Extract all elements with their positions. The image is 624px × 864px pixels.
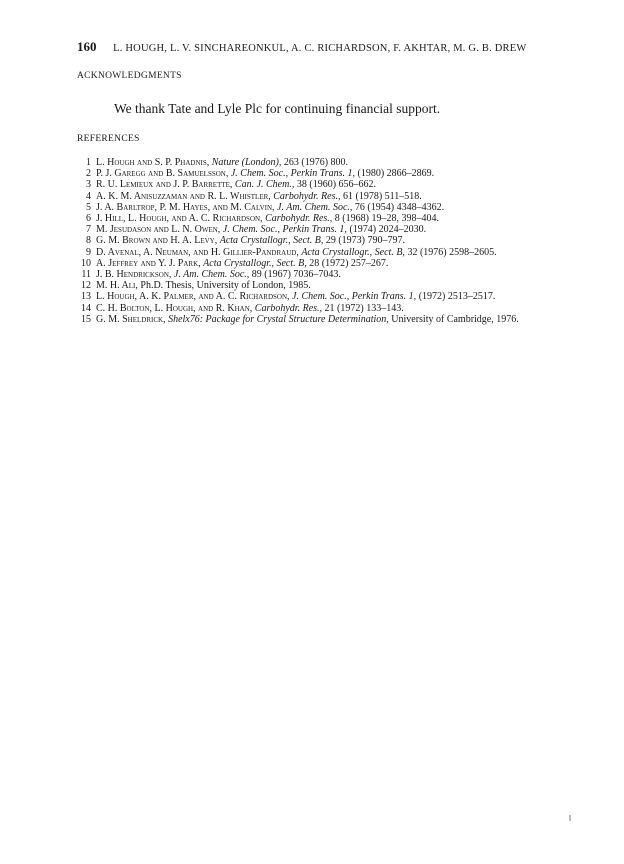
reference-journal: Acta Crystallogr., Sect. B, [219, 235, 324, 247]
running-header [77, 39, 557, 55]
reference-authors: A. K. M. Anisuzzaman and R. L. Whistler, [96, 190, 271, 202]
reference-journal: Can. J. Chem., [234, 179, 295, 191]
reference-authors: J. B. Hendrickson, [96, 269, 172, 281]
page-number: 160 [77, 39, 97, 54]
scan-speck [569, 815, 571, 821]
reference-number: 5 [86, 201, 91, 213]
reference-number: 1 [86, 157, 91, 168]
reference-journal: Acta Crystallogr., Sect. B, [203, 257, 307, 269]
reference-journal: J. Am. Chem. Soc., [173, 269, 250, 281]
reference-body [96, 191, 557, 202]
reference-number: 15 [81, 313, 91, 325]
reference-item [77, 247, 557, 258]
reference-number: 12 [81, 280, 91, 292]
reference-body [96, 202, 557, 213]
reference-details: (1980) 2866–2869. [357, 168, 435, 180]
reference-number: 11 [81, 269, 91, 281]
reference-details: (1974) 2024–2030. [349, 224, 427, 236]
reference-number: 6 [86, 213, 91, 225]
reference-item [77, 224, 557, 235]
reference-body [96, 291, 557, 302]
reference-journal: Acta Crystallogr., Sect. B, [301, 246, 405, 258]
reference-number: 14 [81, 302, 91, 314]
reference-item [77, 157, 557, 168]
reference-details: (1972) 2513–2517. [418, 291, 496, 303]
reference-authors: G. M. Brown and H. A. Levy, [96, 235, 218, 247]
reference-details: 263 (1976) 800. [283, 157, 349, 168]
reference-item [77, 179, 557, 190]
reference-journal: J. Am. Chem. Soc., [277, 201, 353, 213]
reference-item [77, 202, 557, 213]
reference-details: 8 (1968) 19–28, 398–404. [334, 213, 439, 225]
reference-list [77, 157, 557, 325]
reference-details: 76 (1954) 4348–4362. [354, 201, 445, 213]
reference-body [96, 235, 557, 246]
reference-body [96, 314, 557, 325]
reference-item [77, 269, 557, 280]
acknowledgments-text: We thank Tate and Lyle Plc for continuing financial support. [114, 101, 441, 116]
reference-details: 21 (1972) 133–143. [324, 302, 404, 314]
reference-details: Ph.D. Thesis, University of London, 1985. [140, 280, 311, 292]
reference-journal: Nature (London), [211, 157, 282, 168]
reference-details: 89 (1967) 7036–7043. [251, 269, 341, 281]
reference-details: 32 (1976) 2598–2605. [407, 246, 497, 258]
reference-item [77, 235, 557, 246]
reference-journal: J. Chem. Soc., Perkin Trans. 1, [230, 168, 356, 180]
reference-body [96, 179, 557, 190]
reference-number: 3 [86, 179, 91, 191]
reference-journal: Carbohydr. Res., [254, 302, 323, 314]
reference-body [96, 224, 557, 235]
reference-authors: L. Hough and S. P. Phadnis, [96, 157, 210, 168]
reference-item [77, 213, 557, 224]
reference-item [77, 191, 557, 202]
reference-body [96, 258, 557, 269]
reference-item [77, 258, 557, 269]
references-heading: REFERENCES [77, 134, 140, 144]
reference-item [77, 280, 557, 291]
reference-journal: Carbohydr. Res., [265, 213, 333, 225]
reference-authors: A. Jeffrey and Y. J. Park, [96, 257, 201, 269]
reference-journal: Carbohydr. Res., [273, 190, 341, 202]
reference-details: 28 (1972) 257–267. [309, 257, 389, 269]
reference-number: 13 [81, 291, 91, 303]
reference-details: 29 (1973) 790–797. [325, 235, 406, 247]
reference-journal: Shelx76: Package for Crystal Structure Determination, [168, 313, 389, 325]
reference-body [96, 168, 557, 179]
reference-number: 10 [81, 257, 91, 269]
reference-body [96, 303, 557, 314]
reference-body [96, 269, 557, 280]
reference-body [96, 213, 557, 224]
reference-body [96, 157, 557, 168]
reference-body [96, 280, 557, 291]
reference-item [77, 168, 557, 179]
reference-journal: J. Chem. Soc., Perkin Trans. 1, [292, 291, 417, 303]
reference-item [77, 291, 557, 302]
reference-number: 4 [86, 190, 91, 202]
reference-authors: L. Hough, A. K. Palmer, and A. C. Richardson, [96, 291, 290, 303]
reference-authors: D. Avenal, A. Neuman, and H. Gillier-Pandraud, [96, 246, 299, 258]
reference-item [77, 303, 557, 314]
reference-authors: G. M. Sheldrick, [96, 313, 166, 325]
reference-authors: J. Hill, L. Hough, and A. C. Richardson, [96, 213, 263, 225]
reference-number: 9 [86, 246, 91, 258]
reference-journal: J. Chem. Soc., Perkin Trans. 1, [222, 224, 347, 236]
reference-number: 8 [86, 235, 91, 247]
reference-authors: R. U. Lemieux and J. P. Barrette, [96, 179, 233, 191]
reference-authors: M. H. Ali, [96, 280, 138, 292]
reference-authors: M. Jesudason and L. N. Owen, [96, 224, 221, 236]
reference-body [96, 247, 557, 258]
reference-authors: J. A. Barltrop, P. M. Hayes, and M. Calvin, [96, 201, 275, 213]
reference-authors: C. H. Bolton, L. Hough, and R. Khan, [96, 302, 253, 314]
reference-item [77, 314, 557, 325]
reference-authors: P. J. Garegg and B. Samuelsson, [96, 168, 229, 180]
acknowledgments-heading: ACKNOWLEDGMENTS [77, 71, 182, 81]
reference-details: 61 (1978) 511–518. [343, 190, 422, 202]
reference-number: 7 [86, 224, 91, 236]
reference-number: 2 [86, 168, 91, 180]
header-authors: L. HOUGH, L. V. SINCHAREONKUL, A. C. RICHARDSON, F. AKHTAR, M. G. B. DREW [113, 43, 527, 54]
reference-details: University of Cambridge, 1976. [391, 313, 519, 325]
reference-details: 38 (1960) 656–662. [296, 179, 377, 191]
